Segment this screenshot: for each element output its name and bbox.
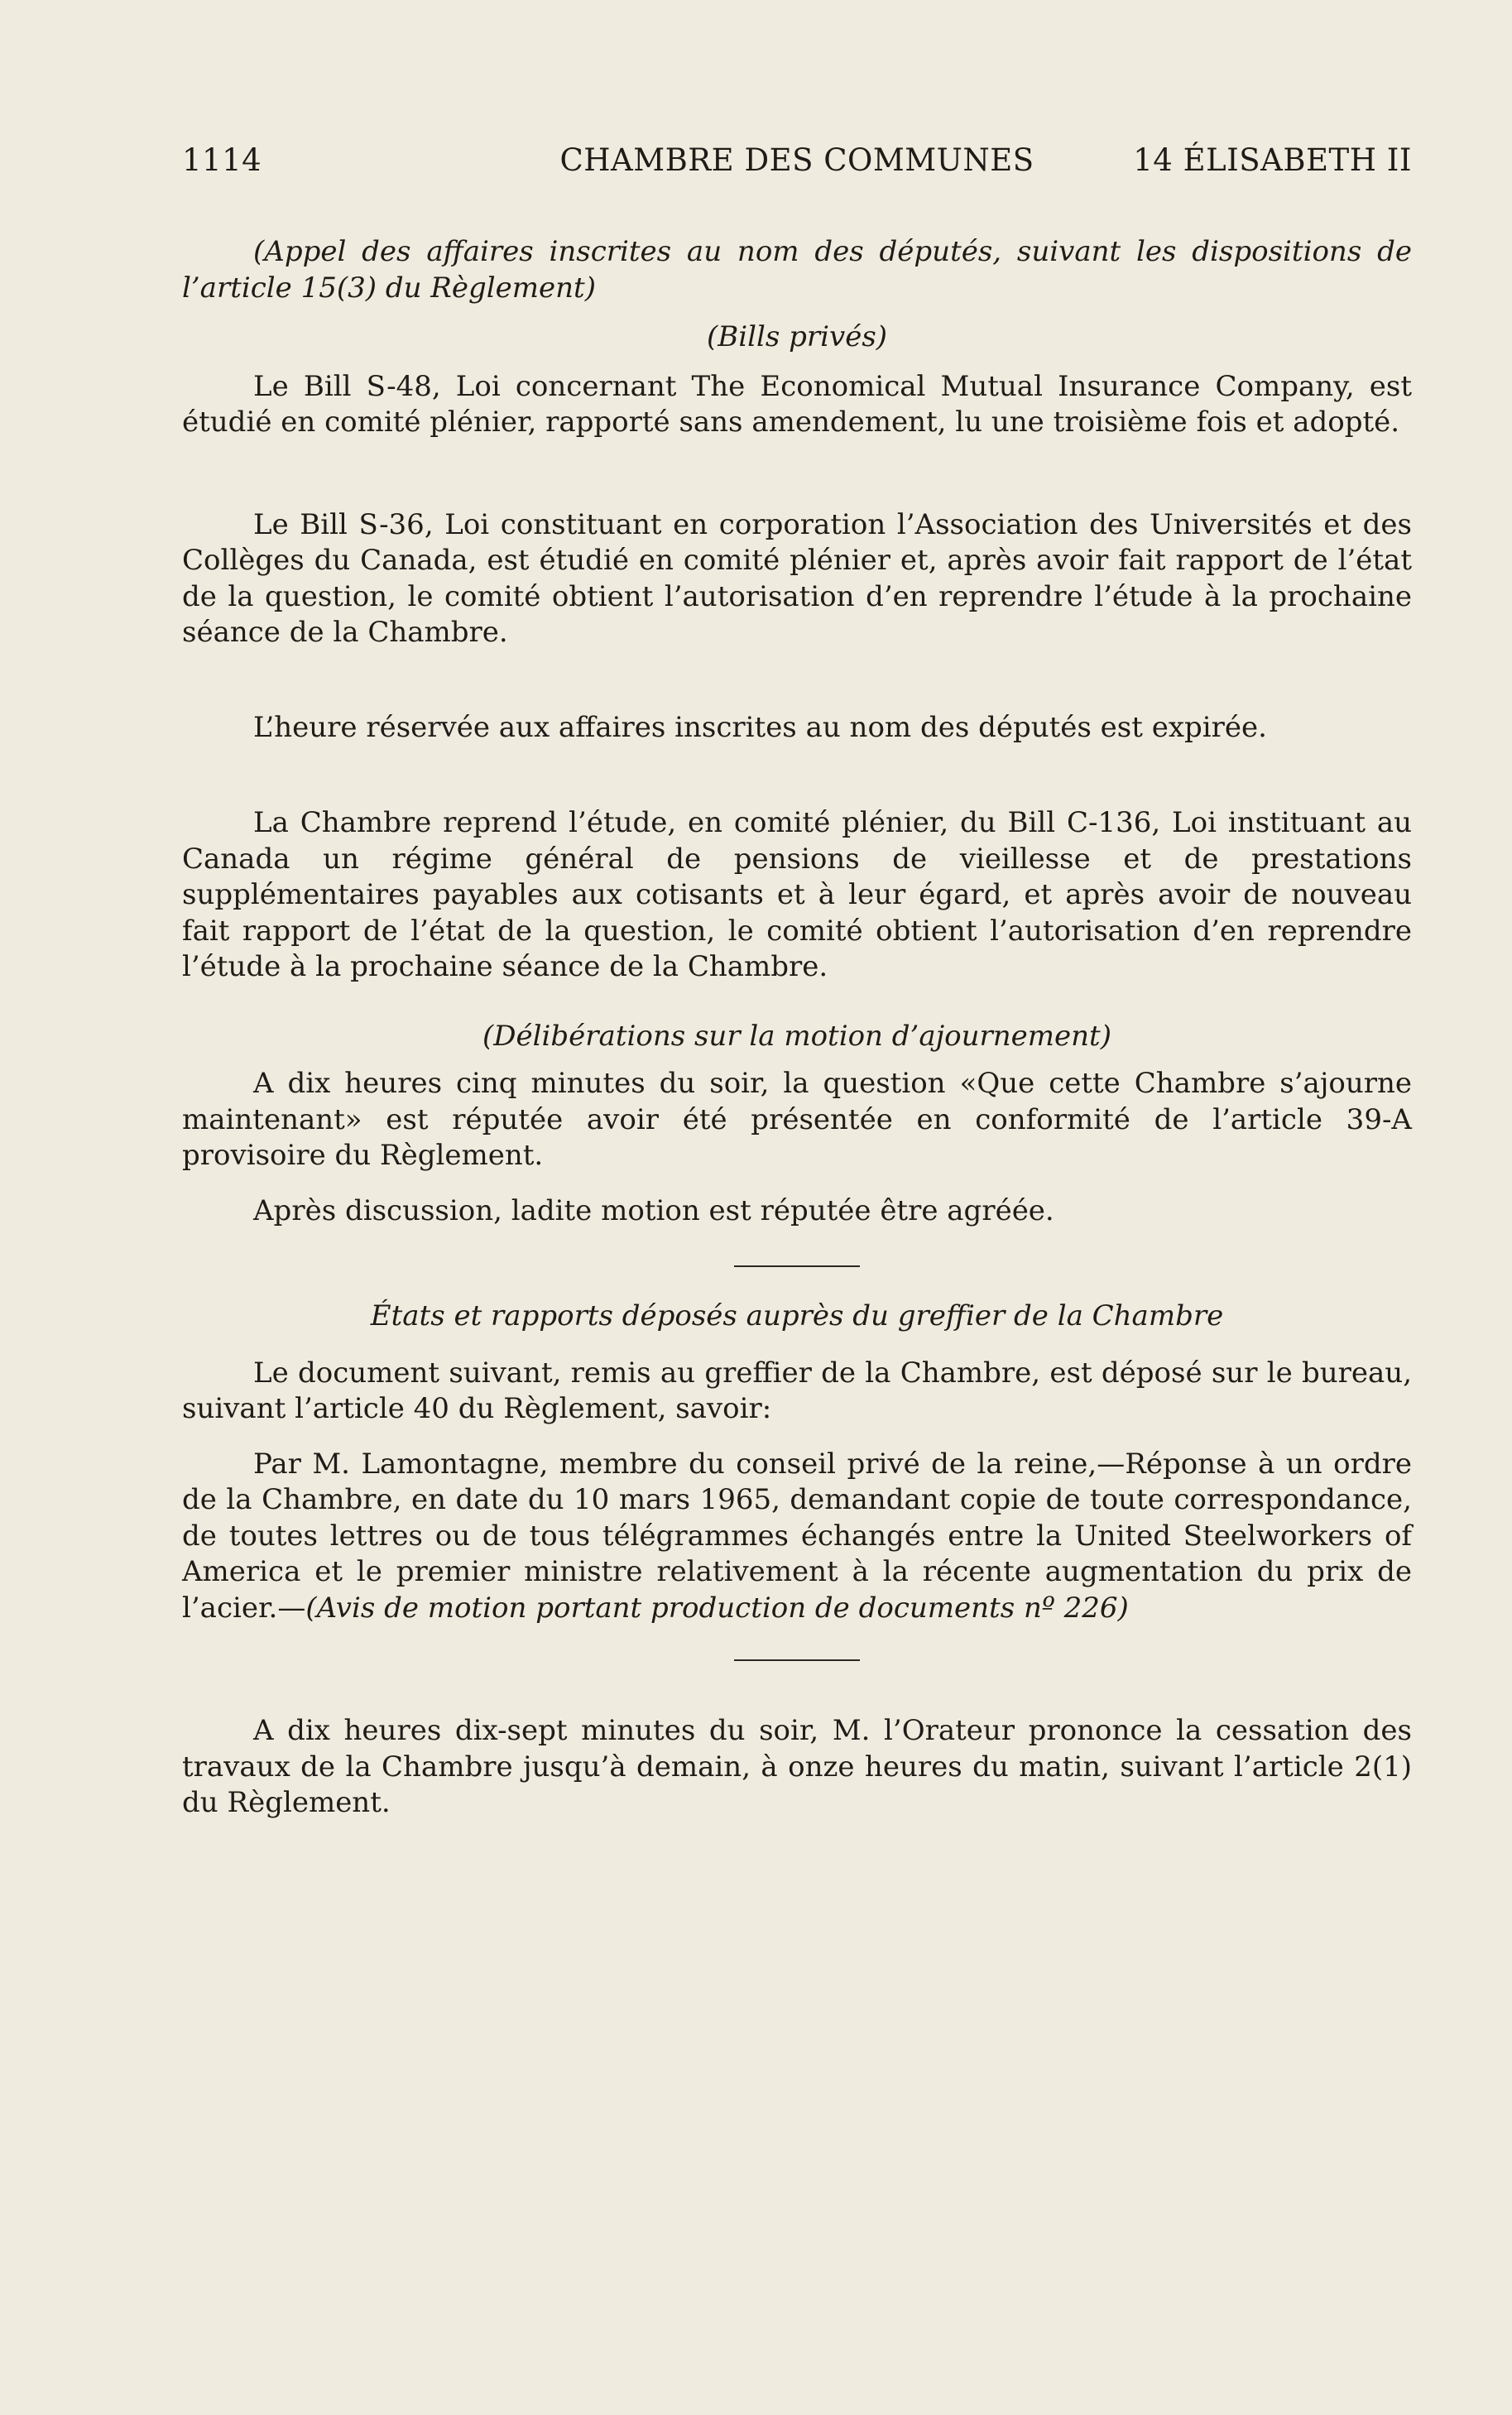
page-number: 1114: [182, 142, 262, 178]
section-divider: [734, 1659, 860, 1661]
returns-heading: États et rapports déposés auprès du greffier de la Chambre: [370, 1299, 1224, 1332]
hour-expired-paragraph: L’heure réservée aux affaires inscrites au nom des députés est expirée.: [253, 710, 1267, 744]
page-body: [182, 234, 1412, 1822]
journal-page: [182, 0, 1412, 2415]
private-members-heading: (Appel des affaires inscrites au nom des députés, suivant les dispositions de l’article 15(3) du Règlement): [182, 235, 1412, 305]
return-item-reference: (Avis de motion portant production de documents nº 226): [305, 1591, 1129, 1625]
private-bills-heading: (Bills privés): [706, 320, 888, 353]
return-item-paragraph: [182, 1447, 1412, 1627]
adjournment-motion-paragraph: A dix heures cinq minutes du soir, la question «Que cette Chambre s’ajourne maintenant» est réputée avoir été présentée en conformité de l’article 39-A provisoire du Règlement.: [182, 1067, 1412, 1172]
section-divider: [734, 1265, 860, 1267]
running-header: [182, 142, 1412, 192]
adjournment-result-paragraph: Après discussion, ladite motion est réputée être agréée.: [253, 1193, 1054, 1227]
return-item-text: Par M. Lamontagne, membre du conseil privé de la reine,—Réponse à un ordre de la Chambre, en date du 10 mars 1965, demandant copie de toute correspondance, de toutes lettres ou de tous télégrammes échangés entre la United Steelworkers of America et le premier ministre relativement à la récente augmentation du prix de l’acier.—: [182, 1447, 1412, 1625]
returns-intro-paragraph: Le document suivant, remis au greffier de la Chambre, est déposé sur le bureau, suivant l’article 40 du Règlement, savoir:: [182, 1356, 1412, 1425]
regnal-year: 14 ÉLISABETH II: [1133, 142, 1412, 178]
bill-c136-paragraph: La Chambre reprend l’étude, en comité plénier, du Bill C-136, Loi instituant au Canada un régime général de pensions de vieillesse et de prestations supplémentaires payables aux cotisants et à leur égard, et après avoir de nouveau fait rapport de l’état de la question, le comité obtient l’autorisation d’en reprendre l’étude à la prochaine séance de la Chambre.: [182, 806, 1412, 983]
closing-paragraph: A dix heures dix-sept minutes du soir, M. l’Orateur prononce la cessation des travaux de la Chambre jusqu’à demain, à onze heures du matin, suivant l’article 2(1) du Règlement.: [182, 1714, 1412, 1819]
adjournment-heading: (Délibérations sur la motion d’ajournement): [482, 1019, 1111, 1053]
bill-s36-paragraph: Le Bill S-36, Loi constituant en corporation l’Association des Universités et des Collèges du Canada, est étudié en comité plénier et, après avoir fait rapport de l’état de la question, le comité obtient l’autorisation d’en reprendre l’étude à la prochaine séance de la Chambre.: [182, 507, 1412, 649]
bill-s48-paragraph: Le Bill S-48, Loi concernant The Economical Mutual Insurance Company, est étudié en comité plénier, rapporté sans amendement, lu une troisième fois et adopté.: [182, 369, 1412, 439]
header-title: CHAMBRE DES COMMUNES: [559, 142, 1034, 178]
